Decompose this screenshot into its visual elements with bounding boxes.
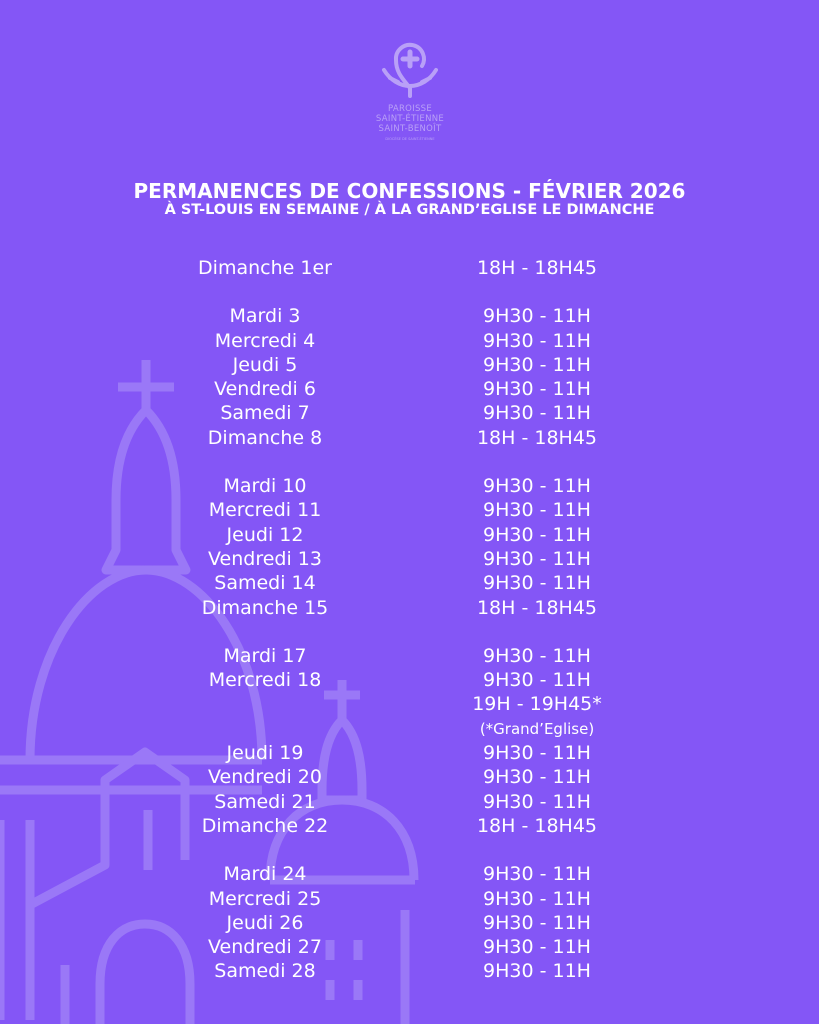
schedule-row <box>0 717 819 741</box>
day-label: Mercredi 4 <box>214 329 316 352</box>
logo-line-3: SAINT-BENOÎT <box>378 124 442 134</box>
day-label: Vendredi 13 <box>208 547 322 570</box>
group-spacer <box>0 838 819 862</box>
group-spacer <box>0 280 819 304</box>
time-label: 9H30 - 11H <box>483 475 591 498</box>
page-subtitle: À ST-LOUIS EN SEMAINE / À LA GRAND’EGLISE LE DIMANCHE <box>164 202 655 218</box>
day-label: Mardi 17 <box>223 644 307 667</box>
day-label: Samedi 14 <box>214 572 316 595</box>
schedule-row <box>0 377 819 401</box>
time-label: 9H30 - 11H <box>483 499 591 522</box>
day-label: Dimanche 8 <box>207 426 323 449</box>
time-label: 9H30 - 11H <box>483 523 591 546</box>
time-label: 9H30 - 11H <box>483 329 591 352</box>
schedule-row <box>0 329 819 353</box>
time-label: 9H30 - 11H <box>483 911 591 934</box>
day-label: Jeudi 12 <box>226 523 304 546</box>
time-label: 9H30 - 11H <box>483 742 591 765</box>
time-label: 18H - 18H45 <box>476 814 598 837</box>
schedule-row <box>0 765 819 789</box>
day-label: Mardi 3 <box>229 305 301 328</box>
day-label: Dimanche 22 <box>201 814 329 837</box>
schedule-row <box>0 523 819 547</box>
day-label: Jeudi 26 <box>226 911 304 934</box>
schedule-row <box>0 474 819 498</box>
day-label: Vendredi 20 <box>208 766 322 789</box>
parish-logo <box>360 36 460 141</box>
time-label: 9H30 - 11H <box>483 378 591 401</box>
day-label: Mercredi 11 <box>208 499 322 522</box>
day-label: Dimanche 1er <box>198 257 332 279</box>
time-label: 9H30 - 11H <box>483 669 591 692</box>
time-label: 19H - 19H45* <box>472 693 602 716</box>
time-label: 9H30 - 11H <box>483 960 591 983</box>
schedule-row <box>0 644 819 668</box>
time-label: 9H30 - 11H <box>483 644 591 667</box>
time-label: 9H30 - 11H <box>483 790 591 813</box>
group-spacer <box>0 450 819 474</box>
day-label: Vendredi 6 <box>214 378 316 401</box>
schedule-row <box>0 692 819 716</box>
day-label: Vendredi 27 <box>208 936 322 959</box>
schedule-row <box>0 426 819 450</box>
time-label: 9H30 - 11H <box>483 305 591 328</box>
schedule-row <box>0 911 819 935</box>
time-label: 9H30 - 11H <box>483 572 591 595</box>
time-label: 18H - 18H45 <box>476 596 598 619</box>
time-label: 18H - 18H45 <box>476 426 598 449</box>
schedule-row <box>0 741 819 765</box>
schedule-row <box>0 498 819 522</box>
day-label: Samedi 28 <box>214 960 316 983</box>
schedule-row <box>0 353 819 377</box>
schedule-list <box>0 256 819 984</box>
schedule-row <box>0 887 819 911</box>
schedule-row <box>0 790 819 814</box>
page-title: PERMANENCES DE CONFESSIONS - FÉVRIER 2026 <box>133 179 686 203</box>
schedule-row <box>0 814 819 838</box>
time-label: 9H30 - 11H <box>483 402 591 425</box>
time-label: 9H30 - 11H <box>483 547 591 570</box>
logo-diocese: DIOCÈSE DE SAINT-ÉTIENNE <box>385 137 435 141</box>
schedule-row <box>0 596 819 620</box>
time-label: 9H30 - 11H <box>483 863 591 886</box>
schedule-row <box>0 401 819 425</box>
time-label: (*Grand’Eglise) <box>479 719 595 738</box>
schedule-row <box>0 862 819 886</box>
group-spacer <box>0 620 819 644</box>
day-label: Mardi 10 <box>223 475 307 498</box>
day-label: Samedi 7 <box>220 402 310 425</box>
day-label: Mercredi 25 <box>208 887 322 910</box>
logo-line-1: PAROISSE <box>387 104 433 114</box>
day-label: Jeudi 19 <box>226 742 304 765</box>
schedule-row <box>0 571 819 595</box>
day-label: Jeudi 5 <box>232 353 298 376</box>
schedule-row <box>0 935 819 959</box>
time-label: 9H30 - 11H <box>483 353 591 376</box>
time-label: 9H30 - 11H <box>483 766 591 789</box>
day-label: Dimanche 15 <box>201 596 329 619</box>
day-label: Samedi 21 <box>214 790 316 813</box>
time-label: 18H - 18H45 <box>476 257 598 279</box>
day-label: Mardi 24 <box>223 863 307 886</box>
schedule-row <box>0 256 819 280</box>
day-label: Mercredi 18 <box>208 669 322 692</box>
time-label: 9H30 - 11H <box>483 887 591 910</box>
logo-line-2: SAINT-ÉTIENNE <box>375 114 445 124</box>
schedule-row <box>0 304 819 328</box>
schedule-row <box>0 959 819 983</box>
schedule-row <box>0 668 819 692</box>
schedule-row <box>0 547 819 571</box>
time-label: 9H30 - 11H <box>483 936 591 959</box>
dove-cross-icon <box>378 36 442 100</box>
